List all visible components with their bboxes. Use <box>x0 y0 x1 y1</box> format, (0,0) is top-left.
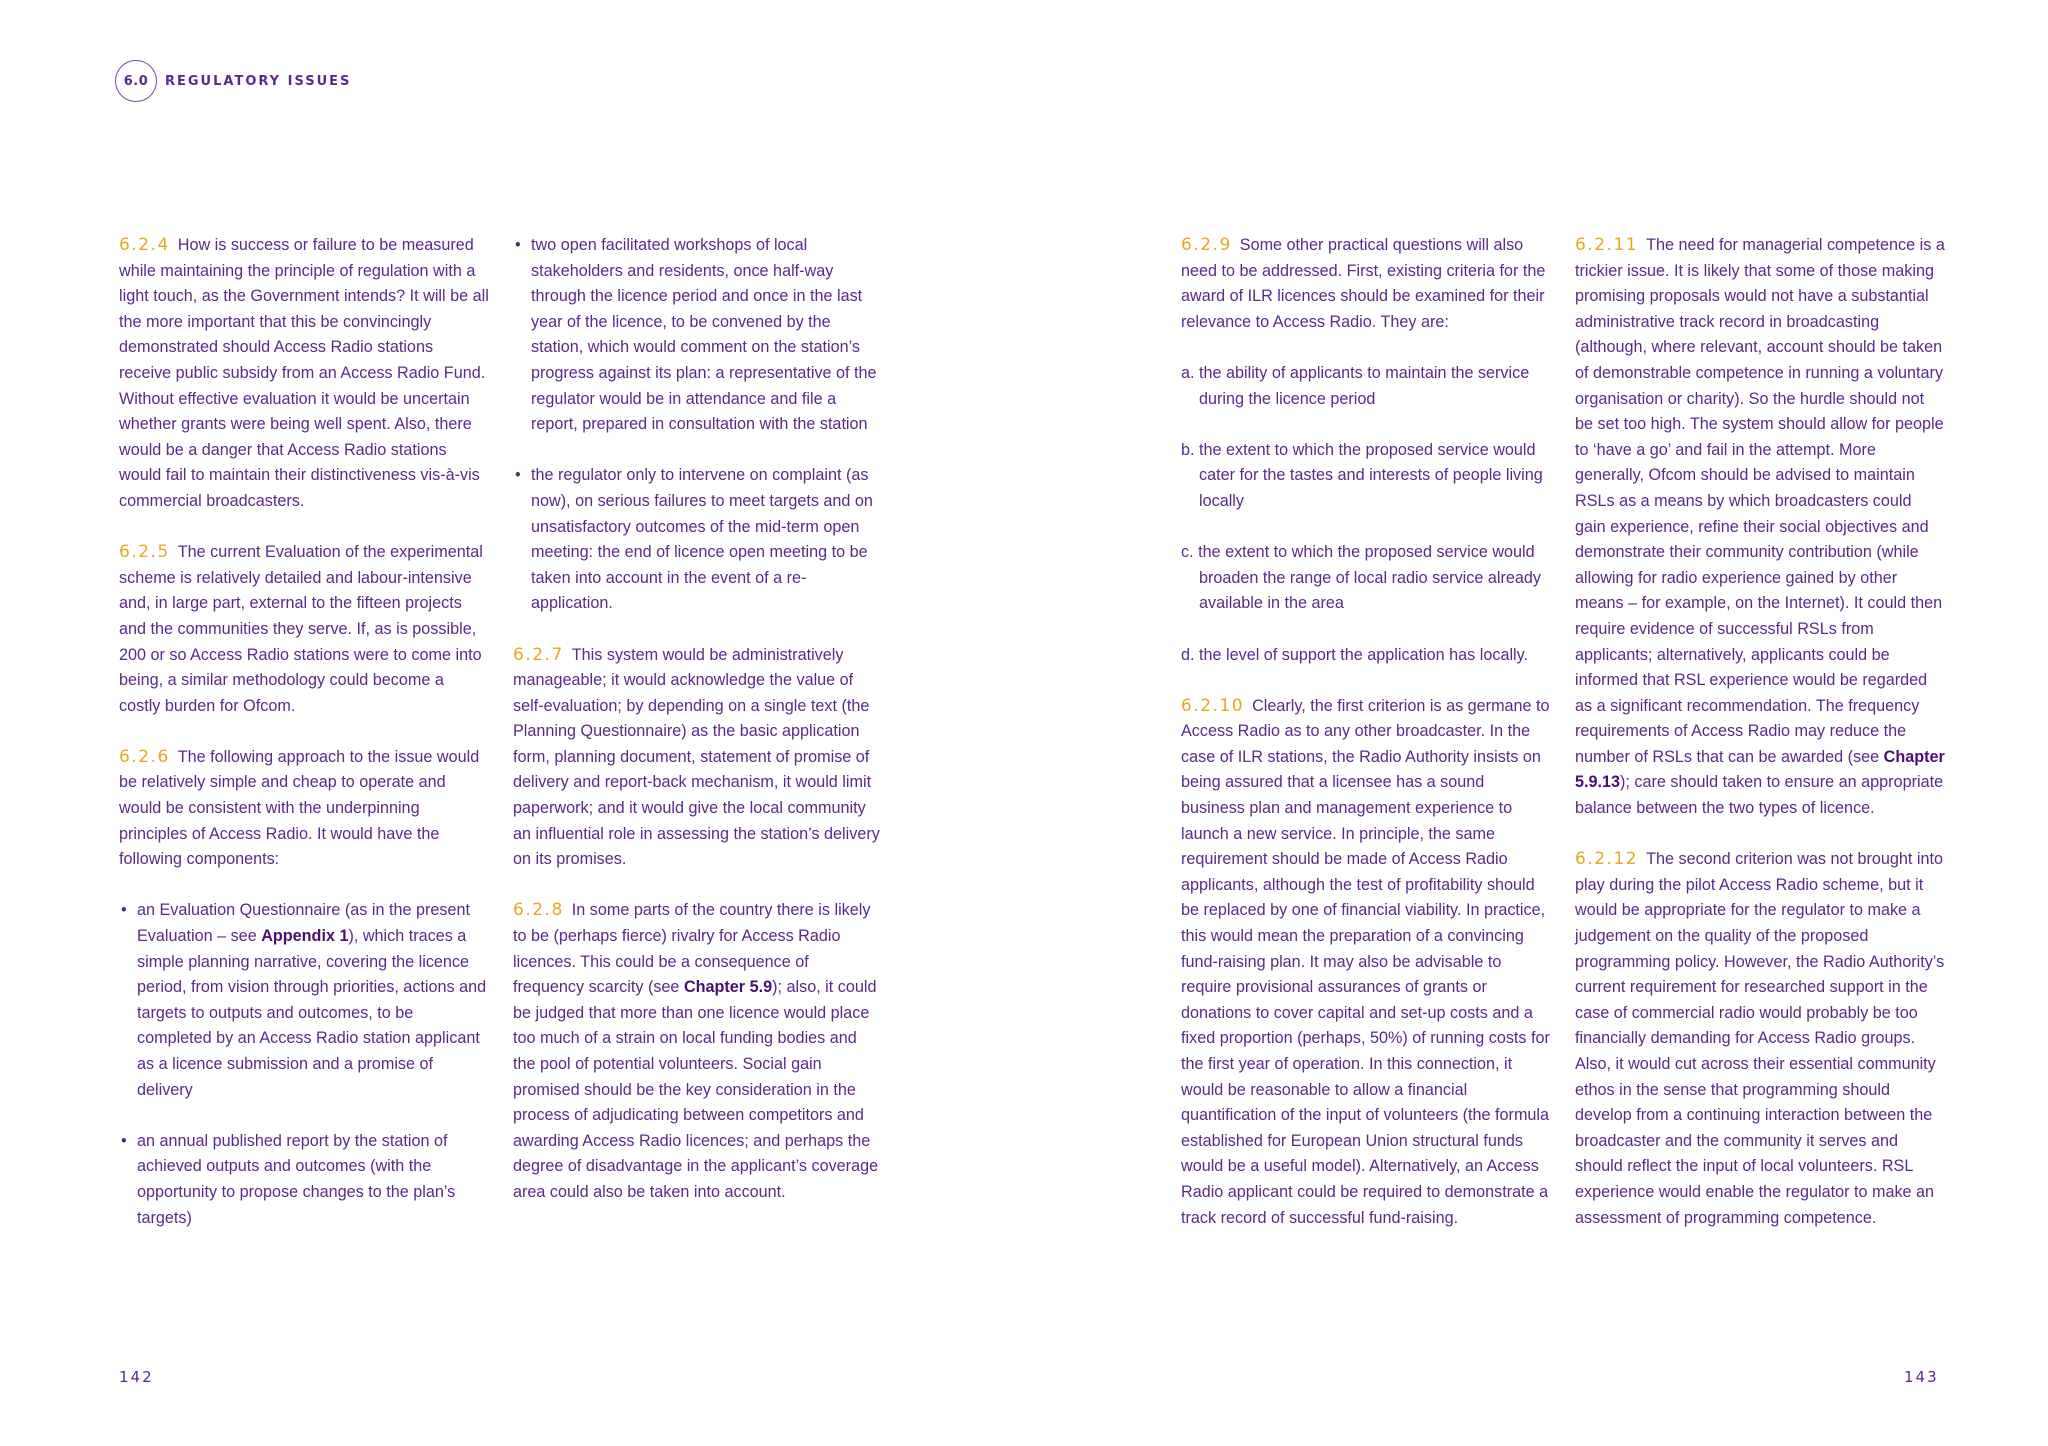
bullet-text: an annual published report by the station of achieved outputs and outcomes (with the opportunity to propose changes to the plan’s targets) <box>137 1131 456 1227</box>
paragraph-text: The second criterion was not brought into play during the pilot Access Radio scheme, but it would be appropriate for the regulator to make a judgement on the quality of the proposed programming policy. However, the Radio Authority’s current requirement for researched support in the case of commercial radio would probably be too financially demanding for Access Radio groups. Also, it would cut across their essential community ethos in the sense that programming should develop from a continuing interaction between the broadcaster and the community it serves and should reflect the input of local volunteers. RSL experience would enable the regulator to make an assessment of programming competence. <box>1575 850 1945 1227</box>
paragraph-text: The following approach to the issue would be relatively simple and cheap to operate and would be consistent with the underpinning principles of Access Radio. It would have the following components: <box>119 747 480 869</box>
chapter-reference: Chapter 5.9.13 <box>1575 747 1945 792</box>
paragraph-6-2-11 <box>1575 233 1945 822</box>
paragraph-text: How is success or failure to be measured while maintaining the principle of regulation with a light touch, as the Government intends? It will be all the more important that this be convincingly demonstrated should Access Radio stations receive public subsidy from an Access Radio Fund. Without effective evaluation it would be uncertain whether grants were being well spent. Also, there would be a danger that Access Radio stations would fail to maintain their distinctiveness vis-à-vis commercial broadcasters. <box>119 236 489 510</box>
paragraph-text: This system would be administratively manageable; it would acknowledge the value of self-evaluation; by depending on a single text (the Planning Questionnaire) as the basic application form, planning document, statement of promise of delivery and report-back mechanism, it would limit paperwork; and it would give the local community an influential role in assessing the station’s delivery on its promises. <box>513 645 880 869</box>
page-header <box>115 60 351 102</box>
chapter-reference: Chapter 5.9 <box>683 978 773 997</box>
paragraph-6-2-9 <box>1181 233 1551 335</box>
bullet-text: an Evaluation Questionnaire (as in the present Evaluation – see <box>137 901 470 946</box>
criterion-d: d. the level of support the application has locally. <box>1181 645 1529 664</box>
section-badge: 6.0 <box>115 60 157 102</box>
appendix-reference: Appendix 1 <box>261 927 349 946</box>
section-number: 6.2.9 <box>1181 235 1232 255</box>
column-4 <box>1575 233 1945 1231</box>
paragraph-text: ); also, it could be judged that more than one licence would place too much of a strain on local funding bodies and the pool of potential volunteers. Social gain promised should be the key consideration in the process of adjudicating between competitors and awarding Access Radio licences; and perhaps the degree of disadvantage in the applicant’s coverage area could also be taken into account. <box>513 978 879 1201</box>
bullet-text: ), which traces a simple planning narrative, covering the licence period, from vision through priorities, actions and targets to outputs and outcomes, to be completed by an Access Radio station applicant as a licence submission and a promise of delivery <box>137 927 487 1099</box>
paragraph-text: Some other practical questions will also need to be addressed. First, existing criteria for the award of ILR licences should be examined for their relevance to Access Radio. They are: <box>1181 236 1546 331</box>
section-title: REGULATORY ISSUES <box>165 73 352 89</box>
section-number: 6.2.5 <box>119 542 170 563</box>
bullet-workshops <box>513 233 883 438</box>
criterion-a: a. the ability of applicants to maintain the service during the licence period <box>1181 363 1530 408</box>
paragraph-text: Clearly, the first criterion is as germane to Access Radio as to any other broadcaster. In the case of ILR stations, the Radio Authority insists on being assured that a licensee has a sound business plan and management experience to launch a new service. In principle, the same requirement should be made of Access Radio applicants, although the test of profitability should be replaced by one of financial viability. In practice, this would mean the preparation of a convincing fund-raising plan. It may also be advisable to require provisional assurances of grants or donations to cover capital and set-up costs and a fixed proportion (perhaps, 50%) of running costs for the first year of operation. In this connection, it would be reasonable to allow a financial quantification of the input of volunteers (the formula established for European Union structural funds would be a useful model). Alternatively, an Access Radio applicant could be required to demonstrate a track record of successful fund-raising. <box>1181 696 1550 1227</box>
section-number: 6.2.6 <box>119 746 170 767</box>
paragraph-6-2-12 <box>1575 847 1945 1231</box>
section-number: 6.2.7 <box>513 644 564 665</box>
paragraph-text: ); care should taken to ensure an appropriate balance between the two types of licence. <box>1575 773 1944 818</box>
bullet-text: the regulator only to intervene on complaint (as now), on serious failures to meet targets and on unsatisfactory outcomes of the mid-term open meeting: the end of licence open meeting to be taken into account in the event of a re-application. <box>531 466 873 613</box>
paragraph-6-2-6 <box>119 745 489 873</box>
bullet-regulator-intervene <box>513 463 883 617</box>
section-number: 6.2.11 <box>1575 235 1639 255</box>
bullet-text: two open facilitated workshops of local stakeholders and residents, once half-way through the licence period and once in the last year of the licence, to be convened by the station, which would comment on the station’s progress against its plan: a representative of the regulator would be in attendance and file a report, prepared in consultation with the station <box>531 236 877 434</box>
paragraph-6-2-8 <box>513 898 883 1205</box>
criterion-c: c. the extent to which the proposed service would broaden the range of local radio service already available in the area <box>1181 543 1541 613</box>
column-3 <box>1181 233 1551 1231</box>
paragraph-6-2-7 <box>513 643 883 873</box>
section-number: 6.2.10 <box>1181 695 1245 716</box>
section-number: 6.2.12 <box>1575 849 1639 870</box>
criterion-b: b. the extent to which the proposed service would cater for the tastes and interests of people living locally <box>1181 440 1543 510</box>
section-number: 6.2.4 <box>119 235 170 255</box>
column-2 <box>513 233 883 1206</box>
column-1 <box>119 233 489 1231</box>
paragraph-6-2-4 <box>119 233 489 515</box>
page-number-right: 143 <box>1904 1368 1939 1386</box>
bullet-annual-report <box>119 1129 489 1231</box>
paragraph-6-2-10 <box>1181 694 1551 1231</box>
paragraph-text: The need for managerial competence is a trickier issue. It is likely that some of those making promising proposals would not have a substantial administrative track record in broadcasting (although, where relevant, account should be taken of demonstrable competence in running a voluntary organisation or charity). So the hurdle should not be set too high. The system should allow for people to ‘have a go’ and fail in the attempt. More generally, Ofcom should be advised to maintain RSLs as a means by which broadcasters could gain experience, refine their social objectives and demonstrate their community contribution (while allowing for radio experience gained by other means – for example, on the Internet). It could then require evidence of successful RSLs from applicants; alternatively, applicants could be informed that RSL experience would be regarded as a significant recommendation. The frequency requirements of Access Radio may reduce the number of RSLs that can be awarded (see <box>1575 236 1945 766</box>
paragraph-6-2-5 <box>119 540 489 719</box>
paragraph-text: The current Evaluation of the experimental scheme is relatively detailed and labour-intensive and, in large part, external to the fifteen projects and the communities they serve. If, as is possible, 200 or so Access Radio stations were to come into being, a similar methodology could become a costly burden for Ofcom. <box>119 543 483 715</box>
paragraph-text: In some parts of the country there is likely to be (perhaps fierce) rivalry for Access Radio licences. This could be a consequence of frequency scarcity (see <box>513 901 871 997</box>
bullet-evaluation-questionnaire <box>119 898 489 1103</box>
page-number-left: 142 <box>119 1368 154 1386</box>
section-number: 6.2.8 <box>513 900 564 921</box>
